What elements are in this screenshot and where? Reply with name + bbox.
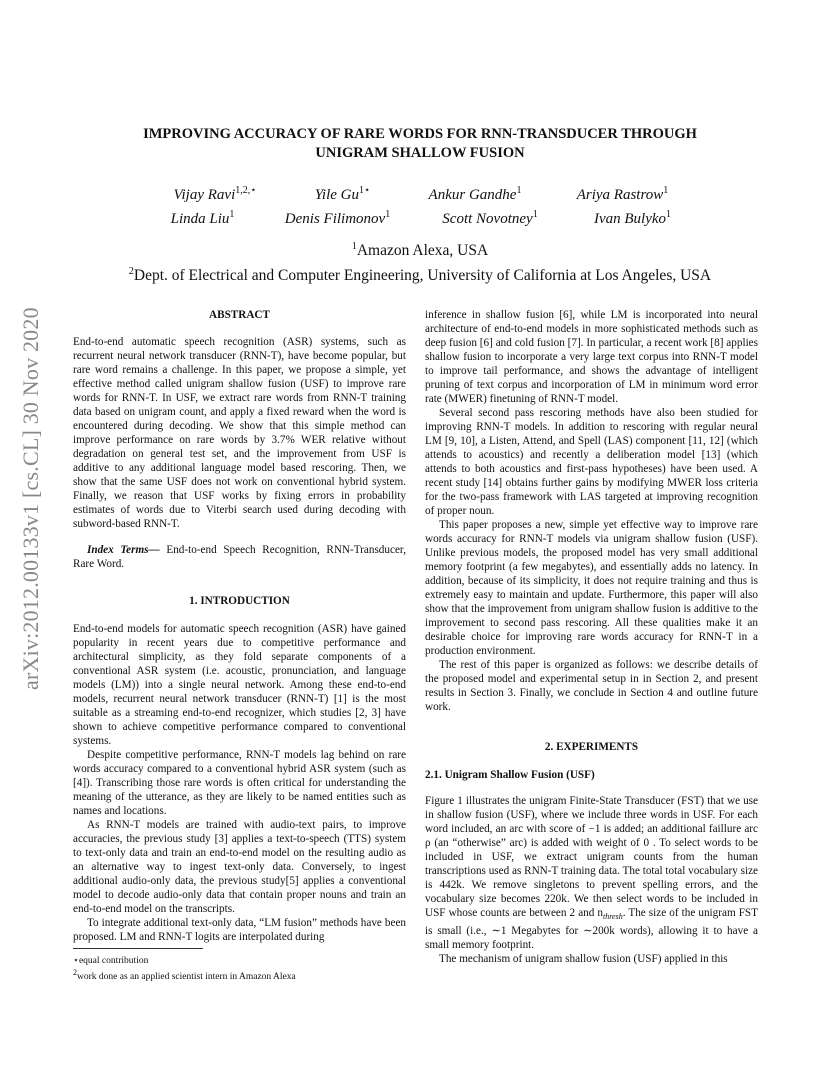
usf-subheading: 2.1. Unigram Shallow Fusion (USF) bbox=[425, 769, 595, 781]
author-list bbox=[110, 181, 730, 229]
right-paragraph-5: Figure 1 illustrates the unigram Finite-State Transducer (FST) that we use in shallow fusion (USF), where we include three words in USF. For each word included, an arc with score of −1 is added; an additional faillure arc ρ (an “otherwise” arc) is added with weight of 0 . To select words to be included in USF, we extract unigram counts from the human transcriptions used as RNN-T training data. The total total vocabulary size is 442k. We remove singletons to prevent spelling errors, and the vocabulary size becomes 220k. We then select words to be included in USF whose counts are between 2 and $n_{thresh}$. The size of the unigram FST is small (i.e., ∼1 Megabytes for ∼200k words), allowing it to have a small memory footprint. bbox=[425, 795, 758, 952]
affiliation-1: $^1$Amazon Alexa, USA bbox=[351, 241, 489, 260]
author: Vijay Ravi$^{1,2,⋆}$ bbox=[173, 185, 257, 203]
left-column bbox=[73, 308, 406, 944]
author: Linda Liu$^1$ bbox=[170, 209, 235, 227]
right-column bbox=[425, 308, 758, 966]
intro-paragraph-2: Despite competitive performance, RNN-T models lag behind on rare words accuracy compared to a conventional hybrid ASR system (such as [4]). Transcribing those rare words is often critical for understanding the meaning of the utterance, as they are likely to be named entities such as names and locations. bbox=[73, 749, 406, 817]
author: Ariya Rastrow$^1$ bbox=[576, 185, 669, 203]
author: Yile $Gu^{1⋆}$ bbox=[314, 185, 371, 203]
footnote-2: $^2$work done as an applied scientist intern in Amazon Alexa bbox=[73, 968, 296, 983]
author: Scott Novotney$^1$ bbox=[442, 209, 538, 227]
paper-title bbox=[70, 125, 770, 163]
abstract-text: End-to-end automatic speech recognition (ASR) systems, such as recurrent neural network transducer (RNN-T), have become popular, but rare word remains a challenge. In this paper, we propose a simple, yet effective method called unigram shallow fusion (USF) to improve rare words for RNN-T. In USF, we extract rare words from RNN-T training data based on unigram count, and apply a fixed reward when the word is encountered during decoding. We show that this simple method can improve performance on rare words by 3.7% WER relative without degradation on general test set, and the improvement from USF is additive to any additional language model based rescoring. Then, we show that the same USF does not work on conventional hybrid system. Finally, we reason that USF works by fixing errors in probability estimates of words due to Viterbi search used during decoding with subword-based RNN-T. bbox=[73, 336, 406, 530]
footnote-rule bbox=[73, 948, 203, 949]
title-line-2: UNIGRAM SHALLOW FUSION bbox=[315, 145, 525, 161]
arxiv-identifier: arXiv:2012.00133v1 [cs.CL] 30 Nov 2020 bbox=[18, 307, 43, 690]
intro-heading: 1. INTRODUCTION bbox=[189, 595, 290, 607]
experiments-heading: 2. EXPERIMENTS bbox=[544, 741, 639, 753]
right-paragraph-2: Several second pass rescoring methods have also been studied for improving RNN-T models. In addition to rescoring with regular neural LM [9, 10], a Listen, Attend, and Spell (LAS) component [11, 12] (which attends to acoustics) and recently a deliberation model [13] (which attends to both acoustics and first-pass hypotheses) have been used. A recent study [14] obtains further gains by modifying MWER loss criteria for the two-pass framework with LAS targeted at improving recognition of proper noun. bbox=[425, 407, 758, 517]
right-paragraph-1: inference in shallow fusion [6], while LM is incorporated into neural architecture of end-to-end models in more sophisticated methods such as deep fusion [6] and cold fusion [7]. In particular, a recent work [8] applies shallow fusion to incorporate a very large text corpus into RNN-T model to improve tail performance, and shows the advantage of intelligent pruning of text corpus and incorporation of LM in minimum word error rate (MWER) finetuning of RNN-T model. bbox=[425, 309, 758, 405]
index-terms: Index Terms— End-to-end Speech Recognition, RNN-Transducer, Rare Word. bbox=[73, 544, 406, 570]
intro-paragraph-3: As RNN-T models are trained with audio-text pairs, to improve accuracies, the previous study [3] applies a text-to-speech (TTS) system to text-only data and train an end-to-end model on the resulting audio as an alternative way to ingest text-only data. Conversely, to ingest additional audio-only data, the previous study[5] applies a conventional model to decode audio-only data that contain proper nouns and train an end-to-end model on the transcripts. bbox=[73, 819, 406, 915]
right-paragraph-6: The mechanism of unigram shallow fusion (USF) applied in this bbox=[439, 953, 728, 966]
title-line-1: IMPROVING ACCURACY OF RARE WORDS FOR RNN-TRANSDUCER THROUGH bbox=[143, 126, 697, 142]
footnotes bbox=[73, 948, 406, 983]
author-row-1 bbox=[110, 181, 730, 205]
right-paragraph-3: This paper proposes a new, simple yet effective way to improve rare words accuracy for RNN-T models via unigram shallow fusion (USF). Unlike previous models, the proposed model has very small additional memory footprint (a few megabytes), and essentially adds no latency. In addition, because of its simplicity, it does not require training and thus is extremely easy to maintain and update. Furthermore, this paper will also show that the improvement from unigram shallow fusion is additive to the improvement to second pass rescoring. All these qualities make it an desirable choice for improving rare words accuracy for RNN-T in a production environment. bbox=[425, 519, 758, 657]
affiliations bbox=[70, 236, 770, 286]
affiliation-2: $^2$Dept. of Electrical and Computer Engineering, University of California at Los Angeles, USA bbox=[128, 266, 712, 285]
author: Denis Filimonov$^1$ bbox=[284, 209, 391, 227]
intro-paragraph-1: End-to-end models for automatic speech recognition (ASR) have gained popularity in recent years due to competitive performance and architectural simplicity, as they fold separate components of a conventional ASR system (i.e. acoustic, pronunciation, and language models (LM)) into a single neural network. Among these end-to-end models, recurrent neural network transducer (RNN-T) [1] is the most suitable as a streaming end-to-end recognizer, which studies [2, 3] have shown to achieve competitive performance compared to conventional systems. bbox=[73, 623, 406, 747]
author-row-2 bbox=[110, 205, 730, 229]
intro-paragraph-4: To integrate additional text-only data, “LM fusion” methods have been proposed. LM and RNN-T logits are interpolated during bbox=[73, 917, 406, 943]
footnote-1: ⋆equal contribution bbox=[73, 956, 149, 966]
right-paragraph-4: The rest of this paper is organized as follows: we describe details of the proposed model and experimental setup in in Section 2, and present results in Section 3. Finally, we conclude in Section 4 and outline future work. bbox=[425, 659, 758, 713]
author: Ivan Bulyko$^1$ bbox=[593, 209, 672, 227]
abstract-heading: ABSTRACT bbox=[209, 309, 270, 321]
author: Ankur Gandhe$^1$ bbox=[428, 185, 522, 203]
